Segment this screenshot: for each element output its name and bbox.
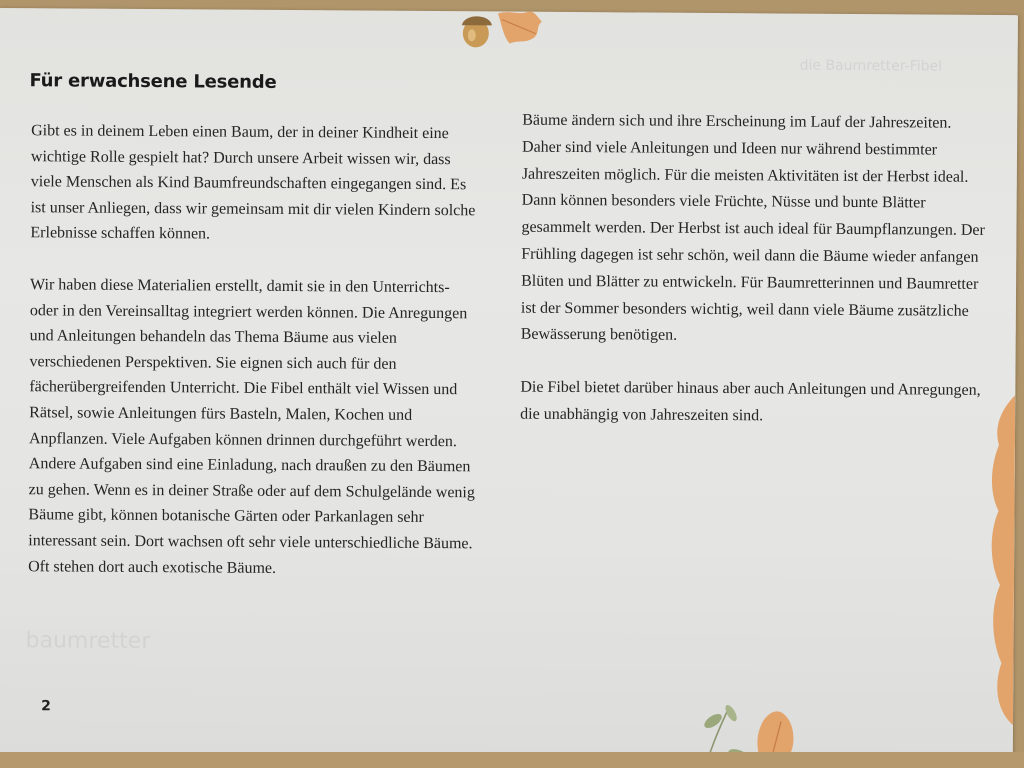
book-edge xyxy=(0,752,1024,768)
left-paragraph-1: Gibt es in deinem Leben einen Baum, der in deiner Kindheit eine wichtige Rolle gespielt hat? Durch unsere Arbeit wissen wir, dass viele Menschen als Kind Baumfreundschaften eingegangen sind. Es ist unser Anliegen, dass wir gemeinsam mit dir vielen Kindern solche Erlebnisse schaffen können. xyxy=(30,122,476,243)
right-paragraph-1: Bäume ändern sich und ihre Erscheinung im Lauf der Jahreszeiten. Daher sind viele Anleitungen und Ideen nur während bestimmter Jahreszeiten möglich. Für die meisten Aktivitäten ist der Herbst ideal. Dann können besonders viele Früchte, Nüsse und bunte Blätter gesammelt werden. Der Herbst ist auch ideal für Baumpflanzungen. Der Frühling dagegen ist sehr schön, weil dann die Bäume wieder anfangen Blüten und Blätter zu entwickeln. Für Baumretterinnen und Baumretter ist der Sommer besonders wichtig, weil dann viele Bäume zusätzliche Bewässerung benötigen. xyxy=(520,111,985,345)
right-column xyxy=(520,108,992,458)
see-through-text: die Baumretter-Fibel xyxy=(799,57,943,75)
right-paragraph-2: Die Fibel bietet darüber hinaus aber auch Anleitungen und Anregungen, die unabhängig von Jahreszeiten sind. xyxy=(520,378,981,425)
left-column xyxy=(28,118,481,608)
page-heading: Für erwachsene Lesende xyxy=(29,70,277,93)
book-page xyxy=(0,8,1018,767)
page-number: 2 xyxy=(41,698,51,715)
left-paragraph-2: Wir haben diese Materialien erstellt, damit sie in den Unterrichts- oder in den Vereinsalltag integriert werden können. Die Anregungen und Anleitungen behandeln das Thema Bäume aus vielen verschiedenen Perspektiven. Sie eignen sich auch für den fächerübergreifenden Unterricht. Die Fibel enthält viel Wissen und Rätsel, sowie Anleitungen fürs Basteln, Malen, Kochen und Anpflanzen. Viele Aufgaben können drinnen durchgeführt werden. Andere Aufgaben sind eine Einladung, nach draußen zu den Bäumen zu gehen. Wenn es in deiner Straße oder auf dem Schulgelände wenig Bäume gibt, können botanische Gärten oder Parkanlagen sehr interessant sein. Dort wachsen oft sehr viele unterschiedliche Bäume. Oft stehen dort auch exotische Bäume. xyxy=(28,276,475,577)
see-through-logo-text: baumretter xyxy=(25,628,151,655)
autumn-leaf-edge-icon xyxy=(983,395,1015,725)
acorn-and-oak-leaf-icon xyxy=(458,8,548,56)
